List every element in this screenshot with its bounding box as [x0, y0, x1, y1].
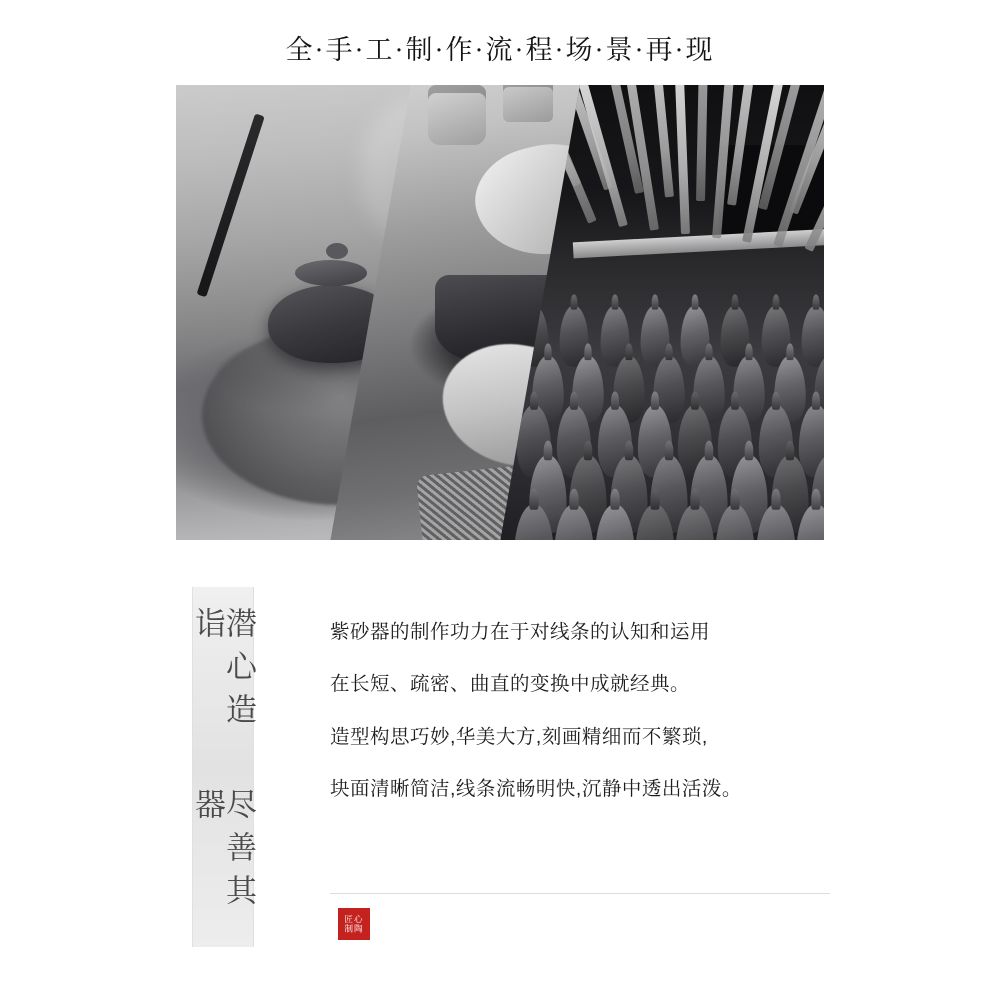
seal-character: 匠: [344, 914, 354, 924]
carving-tool-icon: [675, 85, 690, 234]
paragraph-line: 在长短、疏密、曲直的变换中成就经典。: [330, 673, 691, 696]
carving-tool-icon: [654, 85, 675, 197]
vertical-title-line-1: 潜心造诣: [190, 607, 256, 736]
seal-character: 制: [344, 923, 354, 934]
clay-cup-shape: [428, 85, 486, 145]
seal-characters: [345, 915, 363, 933]
paragraph-line: 造型构思巧妙,华美大方,刻画精细而不繁琐,: [330, 725, 708, 748]
page-title: 全·手·工·制·作·流·程·场·景·再·现: [285, 35, 715, 65]
paragraph-line: 紫砂器的制作功力在于对线条的认知和运用: [330, 621, 711, 643]
clay-cone-shape: [801, 305, 824, 366]
red-seal-stamp: [338, 908, 370, 940]
vertical-title: [192, 587, 254, 947]
clay-cup-shape: [503, 85, 553, 122]
paragraph-line: 块面清晰简洁,线条流畅明快,沉静中透出活泼。: [330, 778, 742, 801]
carving-tool-icon: [696, 85, 708, 201]
vertical-title-line-2: 尽善其器: [190, 788, 256, 917]
handcraft-process-photo-strip: [176, 85, 824, 540]
clay-pot-lid-shape: [295, 260, 367, 286]
clay-pot-knob-shape: [326, 243, 348, 259]
seal-character: 陶: [354, 923, 364, 934]
shaping-tool-icon: [197, 113, 265, 297]
description-paragraph: [330, 621, 870, 831]
horizontal-divider: [330, 893, 830, 894]
seal-character: 心: [354, 914, 364, 924]
